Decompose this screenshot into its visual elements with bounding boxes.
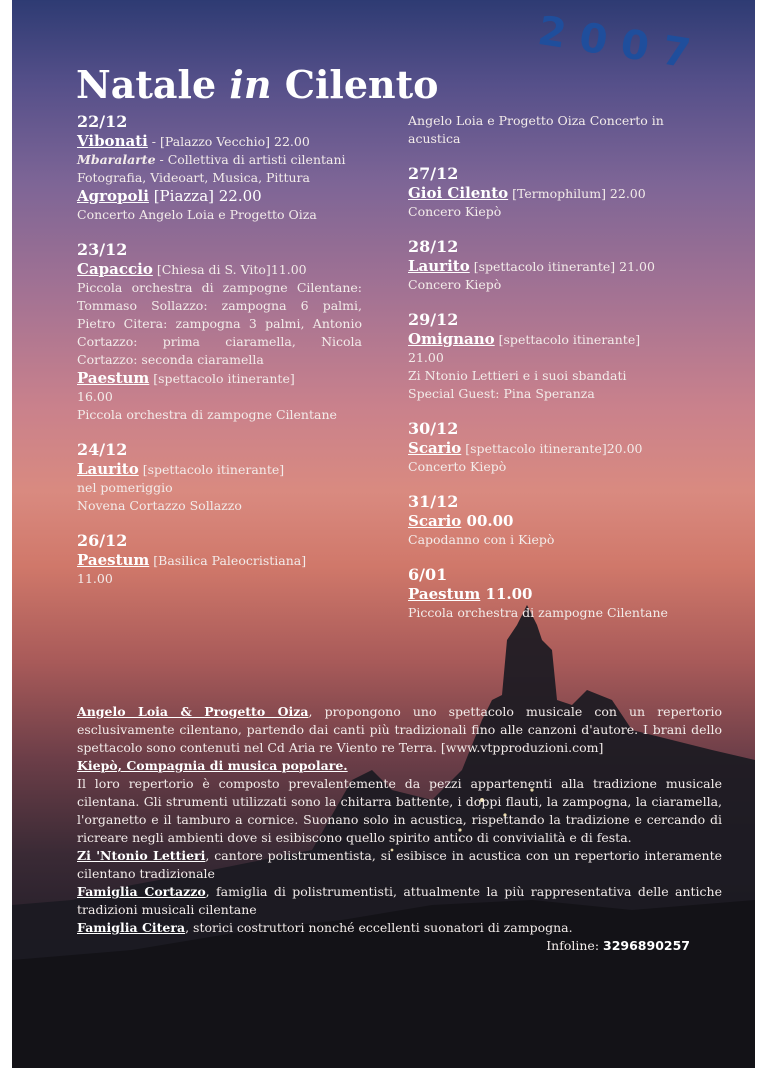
title-part-3: Cilento: [284, 62, 439, 107]
event-day: [77, 531, 362, 588]
event-description: Concerto Kiepò: [408, 459, 507, 474]
event-line: [77, 187, 362, 206]
event-line: [408, 439, 693, 458]
event-venue: [spettacolo itinerante]: [138, 462, 285, 477]
event-day: [77, 112, 362, 224]
event-venue: [Palazzo Vecchio] 22.00: [160, 134, 310, 149]
event-place: Scario: [408, 439, 462, 457]
event-day: [408, 492, 693, 549]
event-place: Omignano: [408, 330, 495, 348]
performer-paragraph: [77, 703, 722, 757]
event-line: [77, 260, 362, 279]
event-sub-name: Mbaralarte: [77, 152, 156, 167]
event-line: [77, 132, 362, 151]
performer-paragraph: [77, 757, 722, 775]
event-description: [77, 151, 362, 169]
infoline-label: Infoline:: [546, 938, 604, 953]
event-day: [77, 240, 362, 424]
event-date: 28/12: [408, 237, 459, 256]
event-place: Gioi Cilento: [408, 184, 509, 202]
event-continuation: Angelo Loia e Progetto Oiza Concerto in acustica: [408, 113, 664, 146]
event-place: Agropoli: [77, 187, 149, 205]
year-label: 2007: [534, 8, 708, 80]
event-venue: [Termophilum] 22.00: [508, 186, 646, 201]
performer-name: Kiepò, Compagnia di musica popolare.: [77, 758, 348, 773]
event-place: Laurito: [408, 257, 470, 275]
event-place: Vibonati: [77, 132, 148, 150]
event-date: 22/12: [77, 112, 128, 131]
performer-paragraph: [77, 919, 722, 937]
event-description: Piccola orchestra di zampogne Cilentane: Tommaso Sollazzo: zampogna 6 palmi, Pietro Citera: zampogna 3 palmi, Antonio Cortazzo: prima ciaramella, Nicola Cortazzo: seconda ciaramella: [77, 280, 362, 367]
event-date: 24/12: [77, 440, 128, 459]
event-place: Capaccio: [77, 260, 153, 278]
event-line: [408, 585, 693, 604]
event-time: 11.00: [77, 571, 113, 586]
performer-name: Zi 'Ntonio Lettieri: [77, 848, 206, 863]
event-description: Concero Kiepò: [408, 277, 502, 292]
event-line: [408, 184, 693, 203]
event-date: 30/12: [408, 419, 459, 438]
event-description: Concerto Angelo Loia e Progetto Oiza: [77, 207, 317, 222]
performer-paragraph: [77, 883, 722, 919]
performer-text: , storici costruttori nonché eccellenti suonatori di zampogna.: [185, 920, 573, 935]
event-date: 6/01: [408, 565, 448, 584]
event-date: 23/12: [77, 240, 128, 259]
performer-paragraph: [77, 847, 722, 883]
performer-text: , famiglia di polistrumentisti, attualmente la più rappresentativa delle antiche tradizioni musicali cilentane: [77, 884, 723, 917]
event-venue: [Piazza] 22.00: [148, 187, 262, 205]
event-venue: [Chiesa di S. Vito]11.00: [152, 262, 307, 277]
event-place: Laurito: [77, 460, 139, 478]
event-time: nel pomeriggio: [77, 480, 173, 495]
event-place: Scario: [408, 512, 462, 530]
event-line: [408, 330, 693, 349]
performer-name: Famiglia Cortazzo: [77, 884, 206, 899]
performer-text: , propongono uno spettacolo musicale con un repertorio esclusivamente cilentano, partendo dai canti più tradizionali fino alle canzoni d'autore. I brani dello spettacolo sono contenuti nel Cd Aria re Viento re Terra. [www.vtpproduzioni.com]: [77, 704, 723, 755]
event-time: 11.00: [480, 585, 533, 603]
event-place: Paestum: [77, 551, 150, 569]
event-description: Zi Ntonio Lettieri e i suoi sbandati: [408, 368, 627, 383]
event-date: 26/12: [77, 531, 128, 550]
infoline: [77, 937, 722, 955]
event-line: [77, 369, 362, 388]
performer-name: Famiglia Citera: [77, 920, 186, 935]
event-day: [77, 440, 362, 515]
event-line: [408, 257, 693, 276]
event-line: [77, 551, 362, 570]
event-day: [408, 164, 693, 221]
event-time: 00.00: [461, 512, 514, 530]
title-part-1: Natale: [76, 62, 217, 107]
event-description: Novena Cortazzo Sollazzo: [77, 498, 242, 513]
event-day: [408, 310, 693, 403]
performer-name: Angelo Loia & Progetto Oiza: [77, 704, 309, 719]
performer-text: Il loro repertorio è composto prevalentemente da pezzi appartenenti alla tradizione musicale cilentana. Gli strumenti utilizzati sono la chitarra battente, i doppi flauti, la zampogna, la ciaramella, l'organetto e il tamburo a cornice. Suonano solo in acustica, rispettando la tradizione e cercando di ricreare negli ambienti dove si esibiscono quello spirito antico di convivialità e di festa.: [77, 776, 722, 845]
event-day: [408, 419, 693, 476]
infoline-number: 3296890257: [603, 938, 690, 953]
event-time: 21.00: [408, 350, 444, 365]
performers-section: [77, 703, 722, 955]
event-day: [408, 565, 693, 622]
event-description: Concero Kiepò: [408, 204, 502, 219]
event-description: Special Guest: Pina Speranza: [408, 386, 595, 401]
event-place: Paestum: [77, 369, 150, 387]
event-separator: -: [147, 134, 160, 149]
event-description: Piccola orchestra di zampogne Cilentane: [77, 407, 337, 422]
event-time: 16.00: [77, 389, 113, 404]
event-venue: [spettacolo itinerante]20.00: [461, 441, 643, 456]
event-venue: [spettacolo itinerante]: [149, 371, 295, 386]
event-date: 31/12: [408, 492, 459, 511]
event-venue: [spettacolo itinerante] 21.00: [469, 259, 655, 274]
event-place: Paestum: [408, 585, 481, 603]
event-line: [77, 460, 362, 479]
page-title: [76, 62, 439, 107]
right-column: [408, 112, 693, 638]
left-column: [77, 112, 362, 604]
event-venue: [Basilica Paleocristiana]: [149, 553, 307, 568]
event-line: [408, 512, 693, 531]
event-description: Piccola orchestra di zampogne Cilentane: [408, 605, 668, 620]
event-date: 27/12: [408, 164, 459, 183]
event-day: [408, 237, 693, 294]
performer-paragraph: [77, 775, 722, 847]
event-description: Capodanno con i Kiepò: [408, 532, 555, 547]
title-part-2: in: [229, 62, 272, 107]
event-date: 29/12: [408, 310, 459, 329]
performer-text: , cantore polistrumentista, si esibisce in acustica con un repertorio interamente cilentano tradizionale: [77, 848, 722, 881]
event-venue: [spettacolo itinerante]: [494, 332, 641, 347]
event-detail: Fotografia, Videoart, Musica, Pittura: [77, 170, 310, 185]
event-sub-text: - Collettiva di artisti cilentani: [155, 152, 346, 167]
